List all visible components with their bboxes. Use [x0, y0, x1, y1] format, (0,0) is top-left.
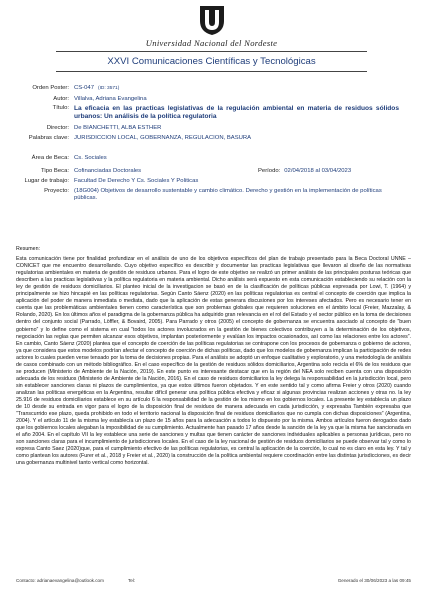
- tipo-beca-value: Cofinanciadas Doctorales: [74, 168, 142, 174]
- conference-title: XXVI Comunicaciones Científicas y Tecnológicas: [107, 56, 316, 67]
- field-label: Orden Poster:: [32, 85, 69, 91]
- field-label: Área de Beca:: [31, 155, 69, 161]
- director-value: De BIANCHETTI, ALBA ESTHER: [74, 125, 162, 131]
- area-value: Cs. Sociales: [74, 155, 107, 161]
- palabras-clave-value: JURISDICCION LOCAL, GOBERNANZA, REGULACION, BASURA: [74, 135, 252, 141]
- university-name: Universidad Nacional del Nordeste: [145, 38, 278, 48]
- resumen-section: [16, 246, 411, 467]
- field-label: Autor:: [53, 96, 69, 102]
- footer-generated: Generado el 30/06/2023 a las 09:45: [337, 578, 411, 583]
- periodo-label: Período:: [258, 168, 281, 174]
- university-logo-icon: [197, 4, 227, 36]
- header-divider-top: [56, 51, 367, 52]
- footer-tel: Tel:: [128, 578, 136, 583]
- field-label: Título:: [52, 105, 69, 111]
- field-label: Palabras clave:: [28, 135, 69, 141]
- field-label: Lugar de trabajo:: [24, 178, 69, 184]
- orden-poster-value: CS-047: [74, 85, 94, 91]
- lugar-value: Facultad De Derecho Y Cs. Sociales Y Politicas: [74, 178, 199, 184]
- resumen-label: Resumen:: [16, 246, 40, 252]
- resumen-text: Esta comunicación tiene por finalidad profundizar en el análisis de uno de los objetivos específicos del plan de trabajo presentado para la Beca Doctoral UNNE – CONICET que me encuentro desarrollando. Cuyo objetivo específico es describir y documentar las practicas legislativas que llevaron al diseño de las normativas regulatorias ambientales en materia de gestión de residuos urbanos. Para el logro de este objetivo se realizó un primer análisis de las principales posturas teóricas que describen a las practicas legislativas y la política regulatoria en materia ambiental. Dicho análisis será expuesto en esta comunicación estableciendo su relación con la ley de gestión de residuos domiciliarios. El planteo inicial de la investigacion se basó en de la clasificación de políticas públicas expresada por Lowi, T. (1964) y principalmente se hizo hincapié en las políticas regulatorias. Según Canto Sáenz (2020) en las políticas regulatorias es central el concepto de coerción que implica la aplicación del poder de manera inmediata o mediata, dado que la aplicación de estas generara discusiones por los intereses afectados. Pero es necesario tener en cuenta que las problemáticas ambientales tienen como característica que son problemas globales que requieren soluciones en el ámbito local (Freier, Mazzalay, & Rolando, 2020). En los últimos años el paradigma de la gobernanza pública ha adquirido gran relevancia en el rol del Estado y el sector público en la toma de decisiones dentro del conjunto social (Parrado, Löffler, & Bovaird, 2005). Para Parrado y otros (2005) el concepto de gobernanza se encuentra asociado al concepto de “buen gobierno” y lo define como el sistema en cual “todos los actores involucrados en la gestión de bienes colectivos contribuyen a la determinación de los objetivos, negociación las reglas que permiten alcanzar esos objetivos, implantan posteriormente y evalúan los impactos ocasionados, así como las relaciones entre los actores”. En cambio, Canto Sáenz (2020) plantea que el concepto de coerción de las políticas regulatorias se contrapone con los procesos de gobernanza o gobierno de actores, ya que considera que estos modelos podrían afectar el concepto de coerción de dichas políticas, dado que los modelos de gobernanza implican la participación de redes actores lo cuales pueden verse tensado por la toma de decisiones propias. Para el análisis se adoptó un enfoque cualitativo y exploratorio, y una metodología de análisis de casos combinado con un método bibliográfico. En el caso específico de la gestión de residuos sólidos domiciliarios, Argentina solo recicla el 6% de los residuos que se producen (Ministerio de Ambiente de la Nación, 2019). En este punto es interesante destacar que en la región del NEA solo reciben cuenta con una disposición adecuada de los residuos (Ministerio de Ambiente de la Nación, 2016). En el caso de residuos domiciliarios la ley delega la responsabilidad en la jurisdicción local, pero sin establecer sanciones claras ni plazos de cumplimientos, ya que estos últimos fueron objetados. Y en este sentido tal y como afirma Freier y otros (2020) cuando analizan las políticas energéticas en la Argentina, resultar difícil generar una política pública efectiva y eficaz si algunas provincias realizan acciones y otras no. la ley 25.916 de residuos domiciliarios establece en su artículo 6 la responsabilidad de la gestión de los mismo en los gobiernos locales. La presente ley establecía un plazo de 10 desde su entrada en vigor para el logro de la disposición final de residuos de manera adecuada en cada jurisdicción, y expresaba También expresaba que “Transcurrido ese plazo, queda prohibido en todo el territorio nacional la disposición final de residuos domiciliarios que no cumpla con dichas disposiciones” (Argentina, 2004). Y el artículo 11 de la misma ley establecía un plazo de 15 años para la adecuación a todos lo dispuesto por la misma. Ambos artículos fueron derogados dado que los gobiernos locales alegaban la imposibilidad de su cumplimiento. Actualmente han pasado 17 años desde la sanción de la ley ya que la misma fue sancionada en el año 2004. En el capítulo VII la ley establece una serie de sanciones y multas que tienen carácter de sanciones individuales aplicables a personas jurídicas, pero no son sanciones claras para el incumplimiento de jurisdicciones locales. En el caso de la ley nacional de gestión de residuos domiciliarios se puede observar tal y como lo expresa Canto Saez (2020)que, para el cumplimiento efectivo de las políticas regulatorias, es central la aplicación de la coerción, lo cual no es claro en esta ley. Y tal y como plantean los autores (Furer et al., 2018 y Freier et al., 2020) la construcción de la política ambiental requiere coordinación entre las distintas jurisdicciones, es decir una gobernanza multinivel tanto vertical como horizontal.: [16, 256, 411, 467]
- titulo-value: La eficacia en las practicas legislativas de la regulación ambiental en materia de residuos sólidos urbanos: Un análisis de la política regulatoria: [74, 105, 399, 120]
- autor-value: Villalva, Adriana Evangelina: [74, 96, 147, 102]
- field-label: Tipo Beca:: [41, 168, 69, 174]
- field-label: Director:: [46, 125, 69, 131]
- proyecto-value: (18G004) Objetivos de desarrollo sustentable y cambio climático. Derecho y gestión en la implementación de políticas públicas.: [74, 188, 382, 202]
- footer-contact: Contacto: adrianaevangelina@outlook.com: [16, 578, 104, 583]
- header-divider-bottom: [56, 71, 367, 72]
- page-header: [0, 4, 423, 48]
- periodo-value: 02/04/2018 al 03/04/2023: [284, 168, 352, 174]
- field-periodo: [258, 168, 351, 175]
- field-label: Proyecto:: [44, 188, 69, 194]
- poster-id: (ID: 3571): [97, 86, 120, 91]
